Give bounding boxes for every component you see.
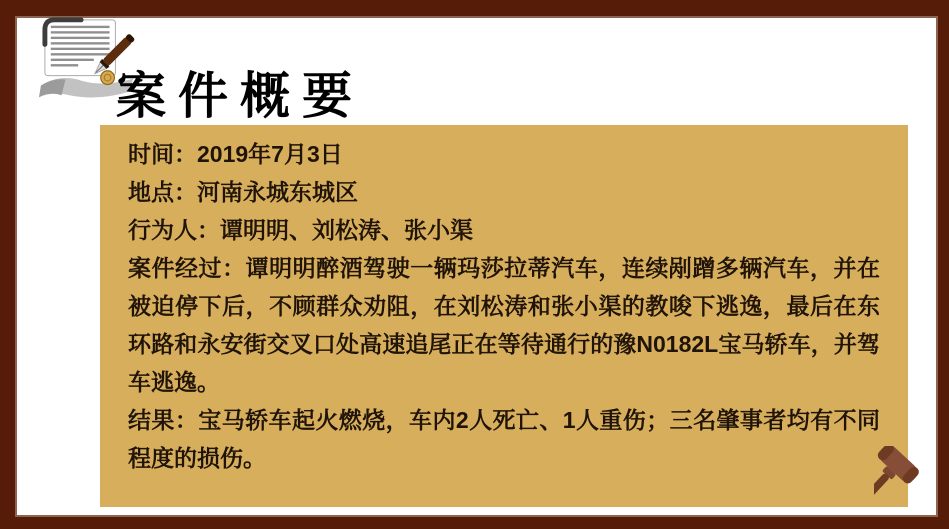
case-actors-value: 谭明明、刘松涛、张小渠	[220, 217, 473, 243]
page-title: 案件概要	[116, 65, 364, 125]
case-time-label: 时间：	[128, 141, 197, 167]
case-process-label: 案件经过：	[128, 255, 246, 281]
gavel-icon	[874, 446, 936, 516]
case-actors-label: 行为人：	[128, 217, 220, 243]
case-result-paragraph	[128, 401, 880, 477]
case-result-value: 宝马轿车起火燃烧，车内2人死亡、1人重伤；三名肇事者均有不同程度的损伤。	[128, 407, 880, 471]
case-result-label: 结果：	[128, 407, 199, 433]
case-actors-line	[128, 211, 880, 249]
case-location-label: 地点：	[128, 179, 197, 205]
case-process-paragraph	[128, 249, 880, 401]
seal	[101, 71, 115, 85]
case-time-value: 2019年7月3日	[197, 141, 343, 167]
case-location-value: 河南永城东城区	[197, 179, 358, 205]
case-process-value: 谭明明醉酒驾驶一辆玛莎拉蒂汽车，连续剐蹭多辆汽车，并在被迫停下后，不顾群众劝阻，在刘松涛和张小渠的教唆下逃逸，最后在东环路和永安街交叉口处高速追尾正在等待通行的豫N0182L宝马轿车，并驾车逃逸。	[128, 255, 881, 395]
case-summary-panel	[100, 125, 908, 507]
case-location-line	[128, 173, 880, 211]
case-time-line	[128, 135, 880, 173]
